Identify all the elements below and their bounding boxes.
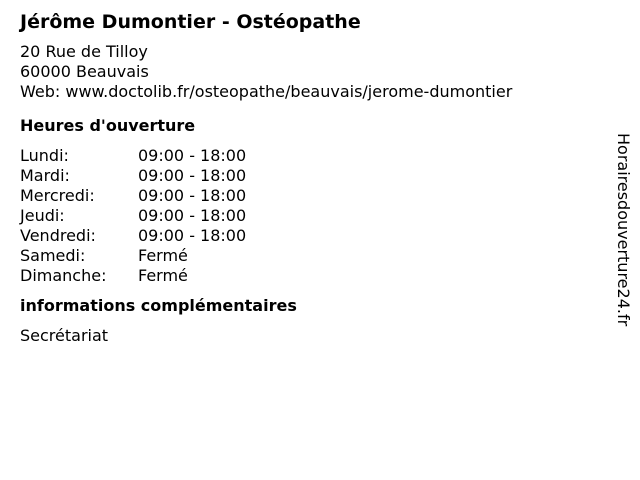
additional-info-text: Secrétariat: [20, 326, 109, 345]
additional-info-heading: informations complémentaires: [20, 296, 297, 315]
site-watermark: Horairesdouverture24.fr: [614, 133, 633, 327]
day-hours: 09:00 - 18:00: [138, 146, 247, 165]
day-hours: 09:00 - 18:00: [138, 186, 247, 205]
day-label: Samedi:: [20, 246, 86, 265]
day-label: Mardi:: [20, 166, 70, 185]
day-label: Lundi:: [20, 146, 69, 165]
day-hours: Fermé: [138, 266, 188, 285]
day-label: Dimanche:: [20, 266, 107, 285]
hours-row-tuesday: [20, 166, 600, 186]
address-street: 20 Rue de Tilloy: [20, 42, 148, 61]
day-hours: Fermé: [138, 246, 188, 265]
day-hours: 09:00 - 18:00: [138, 206, 247, 225]
address-city: 60000 Beauvais: [20, 62, 149, 81]
hours-row-friday: [20, 226, 600, 246]
day-label: Jeudi:: [20, 206, 65, 225]
hours-row-monday: [20, 146, 600, 166]
hours-row-thursday: [20, 206, 600, 226]
day-label: Vendredi:: [20, 226, 96, 245]
hours-row-sunday: [20, 266, 600, 286]
website-line: Web: www.doctolib.fr/osteopathe/beauvais/jerome-dumontier: [20, 82, 513, 101]
business-title: Jérôme Dumontier - Ostéopathe: [20, 11, 361, 33]
opening-hours-table: [20, 146, 600, 286]
opening-hours-heading: Heures d'ouverture: [20, 116, 196, 135]
address-block: [20, 42, 600, 102]
day-label: Mercredi:: [20, 186, 95, 205]
business-card: [20, 10, 600, 346]
day-hours: 09:00 - 18:00: [138, 166, 247, 185]
hours-row-wednesday: [20, 186, 600, 206]
hours-row-saturday: [20, 246, 600, 266]
day-hours: 09:00 - 18:00: [138, 226, 247, 245]
